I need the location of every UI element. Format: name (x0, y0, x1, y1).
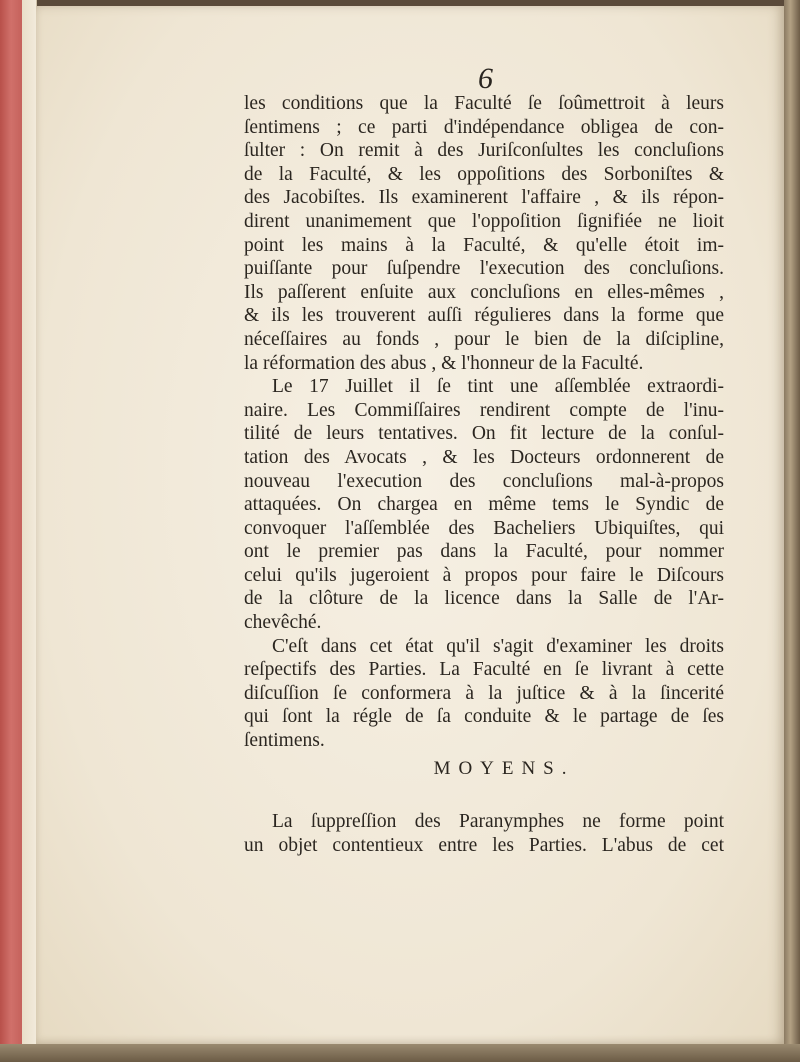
text-line: des Jacobiſtes. Ils examinerent l'affaire , & ils répon- (244, 187, 724, 209)
text-line: les conditions que la Faculté ſe ſoûmettroit à leurs (244, 93, 724, 114)
page-text (244, 92, 724, 857)
text-line: naire. Les Commiſſaires rendirent compte de l'inu- (244, 399, 724, 421)
text-line: tation des Avocats , & les Docteurs ordonnerent de (244, 446, 724, 468)
text-line: puiſſante pour ſuſpendre l'execution des concluſions. (244, 258, 724, 280)
text-line: attaquées. On chargea en même tems le Syndic de (244, 494, 724, 516)
text-line: nouveau l'execution des concluſions mal-à-propos (244, 470, 724, 492)
text-line: ſulter : On remit à des Juriſconſultes les concluſions (244, 140, 724, 162)
binding-red-edge (0, 0, 22, 1062)
text-line: de la Faculté, & les oppoſitions des Sorboniſtes & (244, 163, 724, 185)
text-line: néceſſaires au fonds , pour le bien de la diſcipline, (244, 328, 724, 350)
text-line: chevêché. (244, 612, 322, 634)
text-line: La ſuppreſſion des Paranymphes ne forme point (272, 811, 724, 833)
text-line: ſentimens ; ce parti d'indépendance obligea de con- (244, 116, 724, 138)
binding-gutter (22, 0, 37, 1062)
paragraph-1 (244, 92, 724, 375)
text-line: ont le premier pas dans la Faculté, pour nommer (244, 541, 724, 563)
text-line: convoquer l'aſſemblée des Bacheliers Ubiquiſtes, qui (244, 517, 724, 539)
text-line: dirent unanimement que l'oppoſition ſignifiée ne lioit (244, 210, 724, 232)
text-line: Le 17 Juillet il ſe tint une aſſemblée extraordi- (272, 376, 724, 398)
text-line: reſpectifs des Parties. La Faculté en ſe livrant à cette (244, 659, 724, 681)
text-line: la réformation des abus , & l'honneur de la Faculté. (244, 352, 644, 374)
text-line: tilité de leurs tentatives. On fit lecture de la conſul- (244, 423, 724, 445)
section-heading: MOYENS. (433, 757, 575, 779)
paragraph-2 (244, 375, 724, 635)
page-number: 6 (478, 62, 493, 95)
text-line: de la clôture de la licence dans la Salle de l'Ar- (244, 588, 724, 610)
book-bottom-edge (0, 1044, 800, 1062)
page-stack-edge (784, 0, 800, 1062)
text-line: & ils les trouverent auſſi régulieres dans la forme que (244, 305, 724, 327)
paragraph-3 (244, 635, 724, 753)
text-line: celui qu'ils jugeroient à propos pour faire le Diſcours (244, 564, 724, 586)
text-line: point les mains à la Faculté, & qu'elle étoit im- (244, 234, 724, 256)
text-line: un objet contentieux entre les Parties. L'abus de cet (244, 834, 724, 856)
text-line: ſentimens. (244, 730, 325, 752)
text-line: Ils paſſerent enſuite aux concluſions en elles-mêmes , (244, 281, 724, 303)
text-line: diſcuſſion ſe conformera à la juſtice & à la ſincerité (244, 682, 724, 704)
text-line: qui ſont la régle de ſa conduite & le partage de ſes (244, 706, 724, 728)
paragraph-4 (244, 810, 724, 857)
text-line: C'eſt dans cet état qu'il s'agit d'examiner les droits (272, 635, 724, 657)
